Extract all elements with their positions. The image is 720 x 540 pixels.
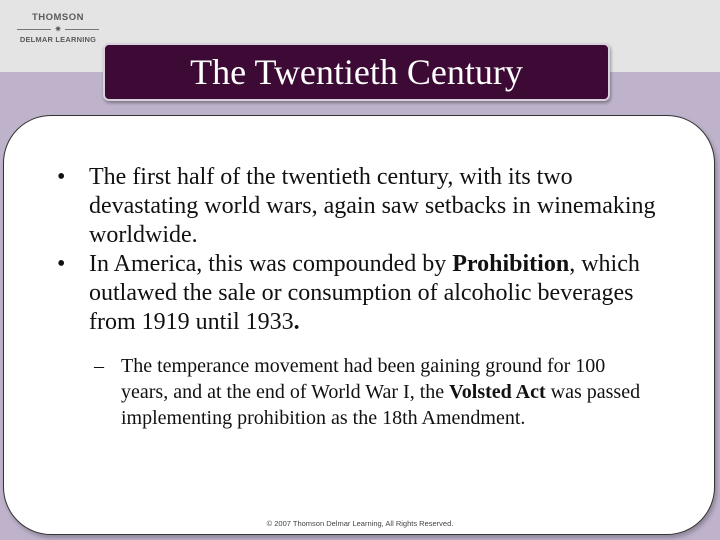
logo-divider (8, 24, 108, 34)
content-panel (3, 115, 715, 535)
sub-bullet-text-before: The temperance movement had been gaining ground for 100 years, and at the end of World War I, the (121, 355, 606, 403)
title-bar (103, 43, 610, 101)
bullet-text: The first half of the twentieth century, with its two devastating world wars, again saw setbacks in winemaking worldwide. (89, 164, 656, 248)
logo-text-delmar: DELMAR LEARNING (19, 35, 97, 44)
bullet-item (24, 250, 684, 337)
sub-bullet-list (94, 353, 654, 431)
sub-bullet-marker: – (94, 355, 104, 377)
sub-bullet-text-after: was passed implementing prohibition as the 18th Amendment. (121, 381, 641, 429)
bold-term-volsted-act: Volsted Act (449, 381, 546, 403)
bullet-list (24, 163, 684, 337)
bullet-end-period: . (293, 309, 300, 335)
bullet-marker: • (57, 251, 66, 277)
copyright-footer: © 2007 Thomson Delmar Learning, All Rights Reserved. (266, 519, 454, 528)
bullet-text-after: , which outlawed the sale or consumption of alcoholic beverages from 1919 until 1933 (89, 251, 640, 335)
sub-bullet-item (94, 353, 654, 431)
bullet-marker: • (57, 164, 66, 190)
bullet-item (24, 163, 684, 250)
logo-text-thomson: THOMSON (31, 12, 85, 23)
slide-title: The Twentieth Century (190, 52, 523, 92)
publisher-logo (8, 12, 108, 50)
bullet-text-before: In America, this was compounded by (89, 251, 453, 277)
bold-term-prohibition: Prohibition (452, 251, 570, 277)
star-icon: ✷ (54, 24, 62, 34)
